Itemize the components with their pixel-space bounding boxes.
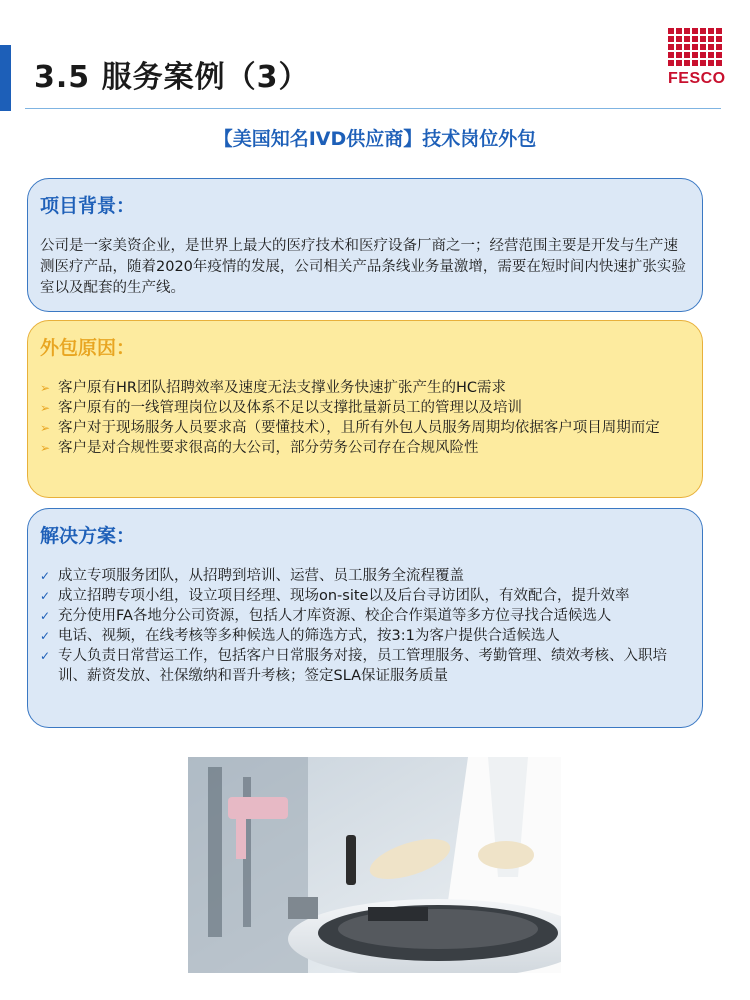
solution-item: ✓ 成立招聘专项小组，设立项目经理、现场on-site以及后台寻访团队，有效配合，提升效率	[40, 588, 630, 604]
solution-item: ✓ 专人负责日常营运工作，包括客户日常服务对接，员工管理服务、考勤管理、绩效考核、入职培训、薪资发放、社保缴纳和晋升考核；签定SLA保证服务质量	[40, 648, 667, 684]
solutions-card	[27, 508, 703, 728]
check-icon: ✓	[40, 629, 51, 643]
arrow-bullet-icon: ➢	[40, 401, 51, 415]
solution-item: ✓ 电话、视频，在线考核等多种候选人的筛选方式，按3:1为客户提供合适候选人	[40, 628, 560, 644]
check-icon: ✓	[40, 609, 51, 623]
reasons-list	[40, 378, 690, 458]
background-text: 公司是一家美资企业，是世界上最大的医疗技术和医疗设备厂商之一；经营范围主要是开发与生产速测医疗产品，随着2020年疫情的发展，公司相关产品条线业务量激增，需要在短时间内快速扩张实验室以及配套的生产线。	[40, 238, 686, 296]
check-icon: ✓	[40, 569, 51, 583]
case-subtitle: 【美国知名IVD供应商】技术岗位外包	[213, 128, 537, 150]
background-title: 项目背景：	[40, 195, 136, 217]
solutions-title: 解决方案：	[40, 525, 136, 547]
arrow-bullet-icon: ➢	[40, 381, 51, 395]
logo-dot-grid	[668, 28, 730, 66]
fesco-logo	[668, 28, 730, 104]
solution-item: ✓ 充分使用FA各地分公司资源，包括人才库资源、校企合作渠道等多方位寻找合适候选人	[40, 608, 612, 624]
reasons-card	[27, 320, 703, 498]
reason-item: ➢ 客户原有的一线管理岗位以及体系不足以支撑批量新员工的管理以及培训	[40, 400, 522, 416]
reason-item: ➢ 客户是对合规性要求很高的大公司，部分劳务公司存在合规风险性	[40, 440, 479, 456]
solutions-list	[40, 566, 690, 686]
background-card	[27, 178, 703, 312]
arrow-bullet-icon: ➢	[40, 441, 51, 455]
laboratory-photo	[188, 757, 561, 973]
reason-item: ➢ 客户对于现场服务人员要求高（要懂技术），且所有外包人员服务周期均依据客户项目周期而定	[40, 420, 660, 436]
reasons-title: 外包原因：	[40, 337, 136, 359]
logo-text: FESCO	[668, 70, 726, 87]
page-title: 3.5 服务案例（3）	[34, 60, 310, 95]
check-icon: ✓	[40, 589, 51, 603]
check-icon: ✓	[40, 649, 51, 663]
arrow-bullet-icon: ➢	[40, 421, 51, 435]
solution-item: ✓ 成立专项服务团队，从招聘到培训、运营、员工服务全流程覆盖	[40, 568, 464, 584]
title-divider	[25, 108, 721, 109]
reason-item: ➢ 客户原有HR团队招聘效率及速度无法支撑业务快速扩张产生的HC需求	[40, 380, 507, 396]
lab-scene-illustration	[188, 757, 561, 973]
title-accent-bar	[0, 45, 11, 111]
